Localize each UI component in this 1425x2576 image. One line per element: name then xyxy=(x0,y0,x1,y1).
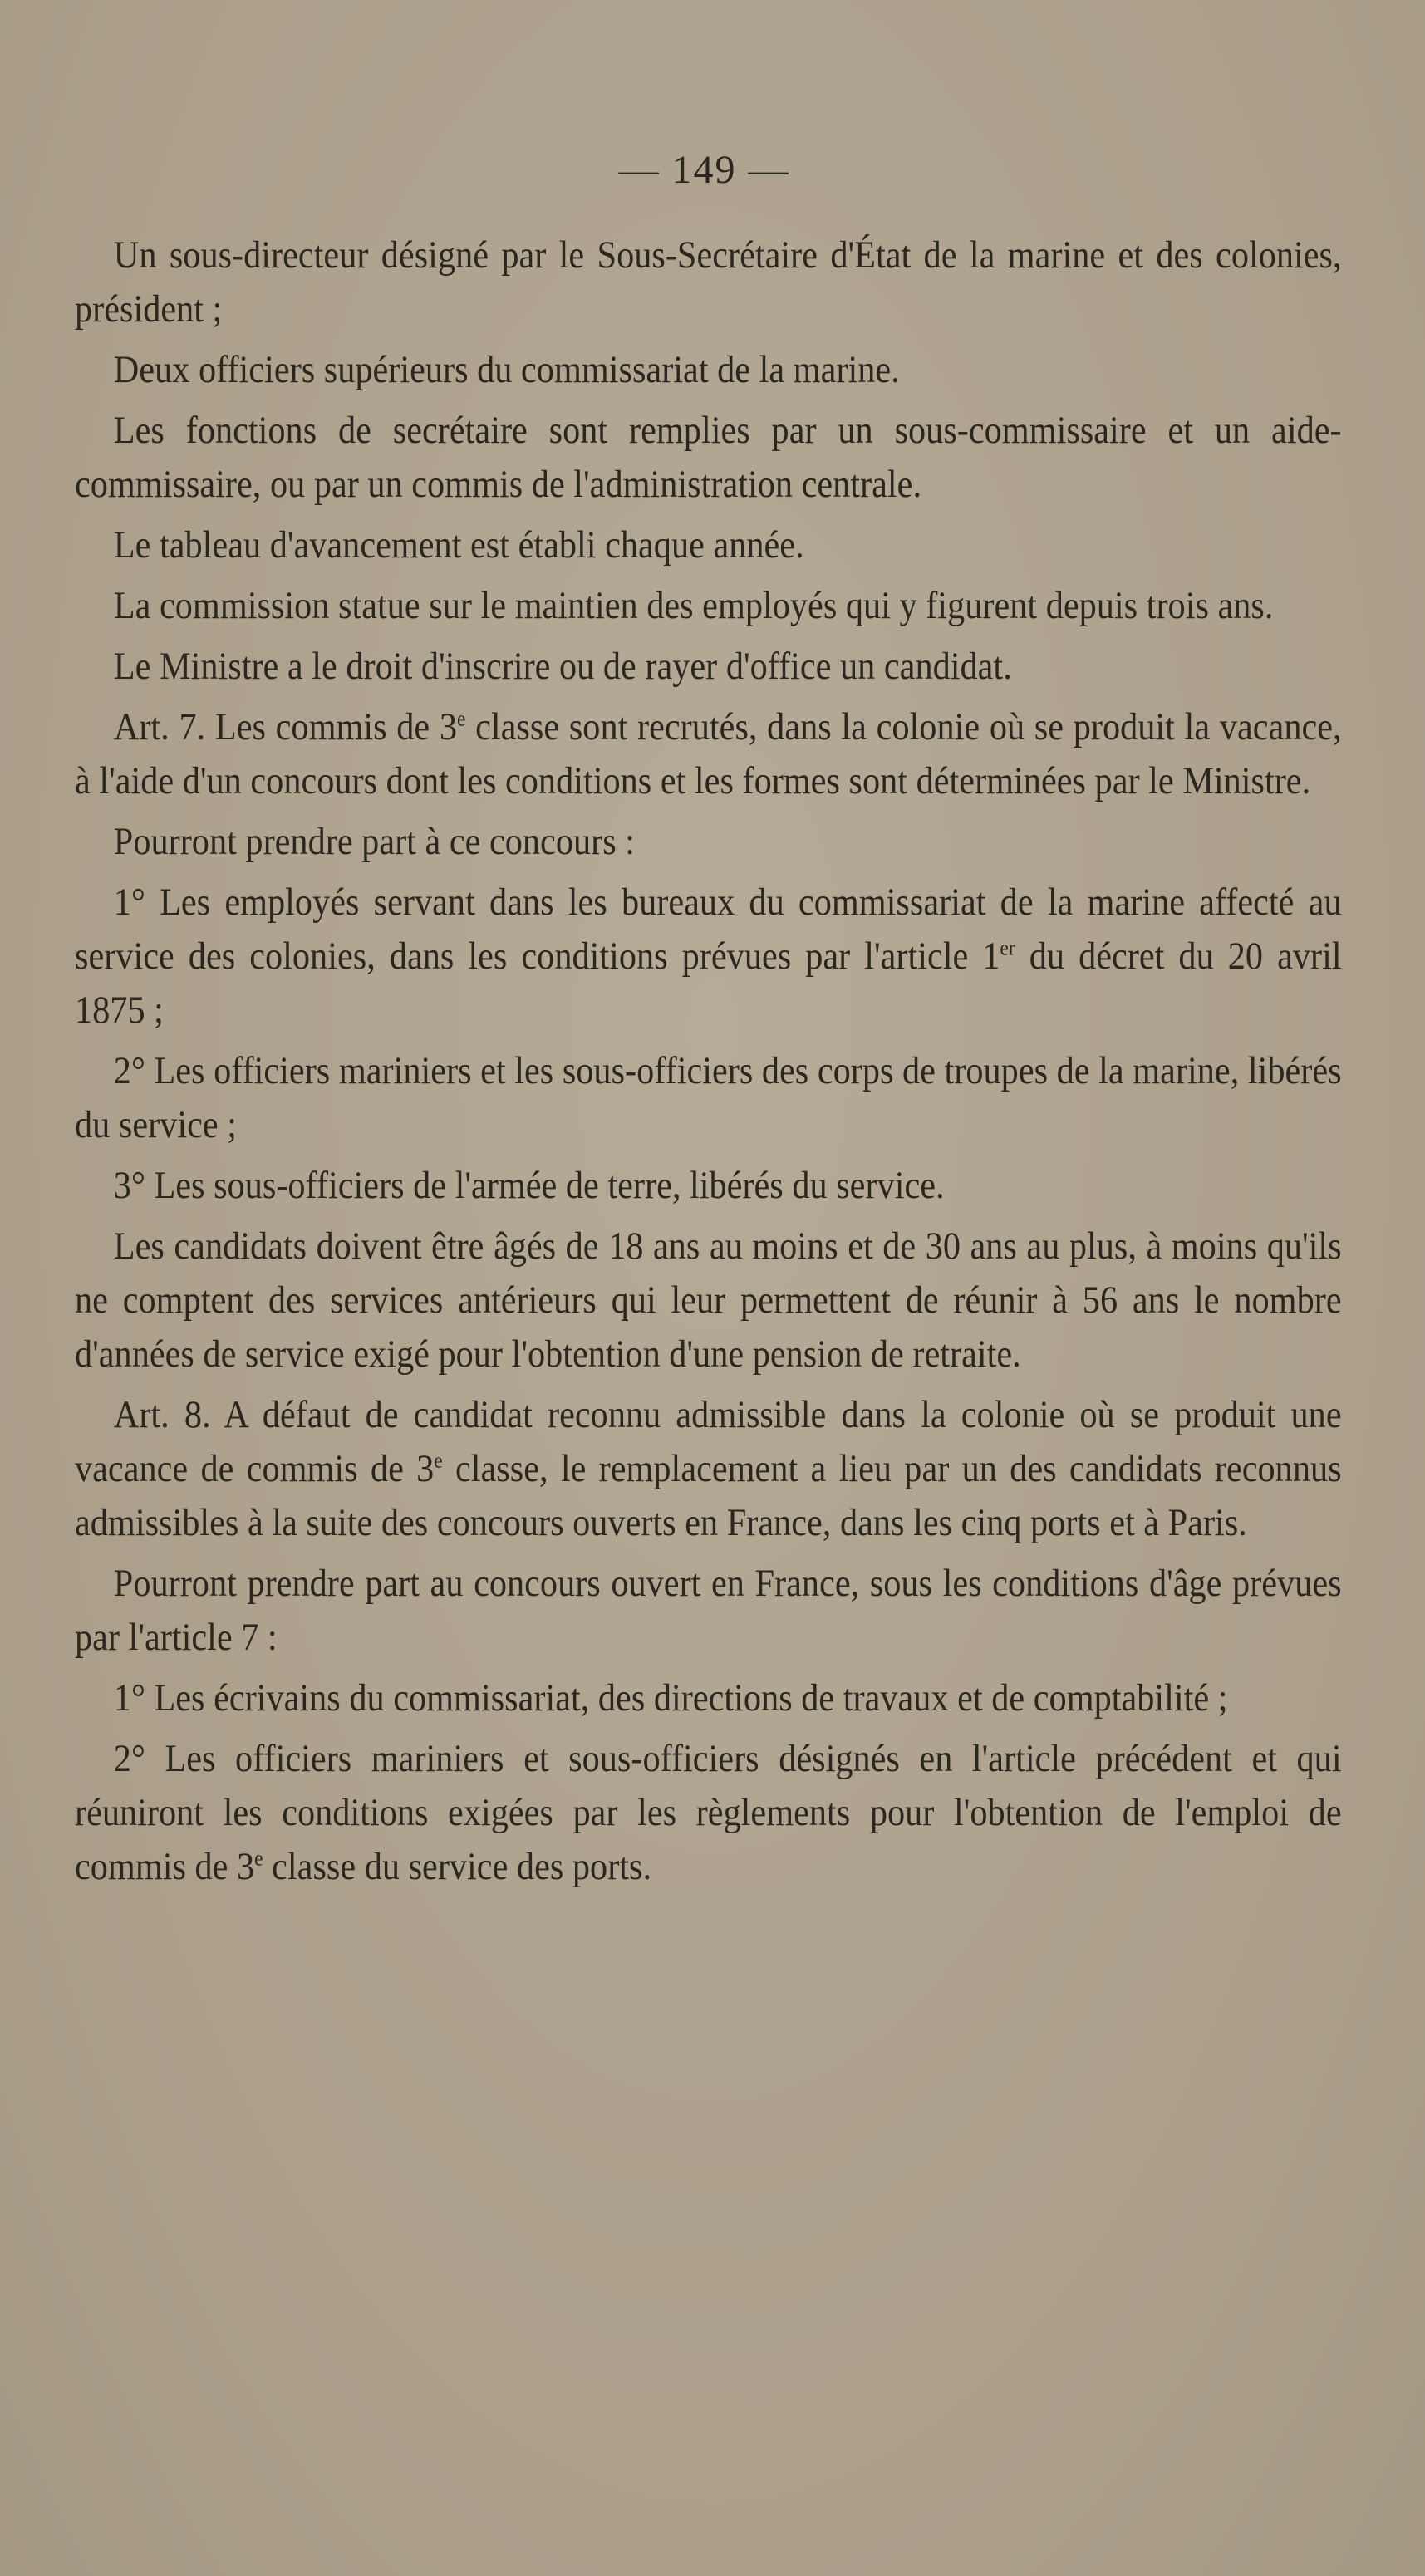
paragraph-p9 xyxy=(75,876,1342,1038)
text-run: classe du service des ports. xyxy=(263,1845,652,1888)
paragraph-p6 xyxy=(75,640,1342,694)
paragraph-p5 xyxy=(75,579,1342,633)
text-run: La commission statue sur le maintien des employés qui y figurent depuis trois ans. xyxy=(113,584,1274,627)
page-number: — 149 — xyxy=(618,148,790,192)
paragraph-p12 xyxy=(75,1219,1342,1381)
text-run: 2° Les officiers mariniers et sous-officiers désignés en l'article précédent et qui réuniront les conditions exigées par les règlements pour l'obtention de l'emploi de commis de 3 xyxy=(75,1737,1342,1888)
text-run: Pourront prendre part au concours ouvert en France, sous les conditions d'âge prévues par l'article 7 : xyxy=(75,1562,1342,1659)
body-text xyxy=(75,228,1342,1894)
text-run: classe, le remplacement a lieu par un des candidats reconnus admissibles à la suite des concours ouverts en France, dans les cinq ports et à Paris. xyxy=(75,1447,1342,1544)
text-run: 1° Les employés servant dans les bureaux du commissariat de la marine affecté au service des colonies, dans les conditions prévues par l'article 1 xyxy=(75,881,1342,978)
paragraph-p13 xyxy=(75,1388,1342,1550)
text-run: du décret du 20 avril 1875 ; xyxy=(75,935,1342,1032)
text-run: Le Ministre a le droit d'inscrire ou de rayer d'office un candidat. xyxy=(113,645,1012,688)
text-run: Les fonctions de secrétaire sont remplies par un sous-commissaire et un aide-commissaire, ou par un commis de l'administration centrale. xyxy=(75,409,1342,506)
text-run: classe sont recrutés, dans la colonie où se produit la vacance, à l'aide d'un concours dont les conditions et les formes sont déterminées par le Ministre. xyxy=(75,705,1342,802)
text-run: Pourront prendre part à ce concours : xyxy=(113,820,636,863)
paragraph-p10 xyxy=(75,1044,1342,1152)
text-run: 1° Les écrivains du commissariat, des directions de travaux et de comptabilité ; xyxy=(113,1676,1228,1720)
text-run: Art. 7. Les commis de 3 xyxy=(113,705,458,748)
text-run: Deux officiers supérieurs du commissariat de la marine. xyxy=(113,348,900,391)
text-run: Le tableau d'avancement est établi chaque année. xyxy=(113,523,804,567)
paragraph-p3 xyxy=(75,404,1342,512)
paragraph-p2 xyxy=(75,343,1342,397)
superscript: e xyxy=(254,1846,263,1871)
text-run: Un sous-directeur désigné par le Sous-Secrétaire d'État de la marine et des colonies, président ; xyxy=(75,233,1342,331)
paragraph-p1 xyxy=(75,228,1342,336)
paragraph-p11 xyxy=(75,1159,1342,1213)
paragraph-p15 xyxy=(75,1671,1342,1725)
text-run: 3° Les sous-officiers de l'armée de terre, libérés du service. xyxy=(113,1164,945,1207)
text-run: Art. 8. A défaut de candidat reconnu admissible dans la colonie où se produit une vacance de commis de 3 xyxy=(75,1393,1342,1490)
paragraph-p8 xyxy=(75,815,1342,869)
paragraph-p14 xyxy=(75,1557,1342,1665)
text-run: 2° Les officiers mariniers et les sous-officiers des corps de troupes de la marine, libérés du service ; xyxy=(75,1049,1342,1146)
superscript: e xyxy=(434,1448,443,1473)
superscript: er xyxy=(1000,935,1015,960)
superscript: e xyxy=(457,706,466,731)
paragraph-p4 xyxy=(75,518,1342,572)
paragraph-p16 xyxy=(75,1732,1342,1894)
paragraph-p7 xyxy=(75,700,1342,808)
text-run: Les candidats doivent être âgés de 18 ans au moins et de 30 ans au plus, à moins qu'ils ne comptent des services antérieurs qui leur permettent de réunir à 56 ans le nombre d'années de service exigé pour l'obtention d'une pension de retraite. xyxy=(75,1224,1342,1376)
